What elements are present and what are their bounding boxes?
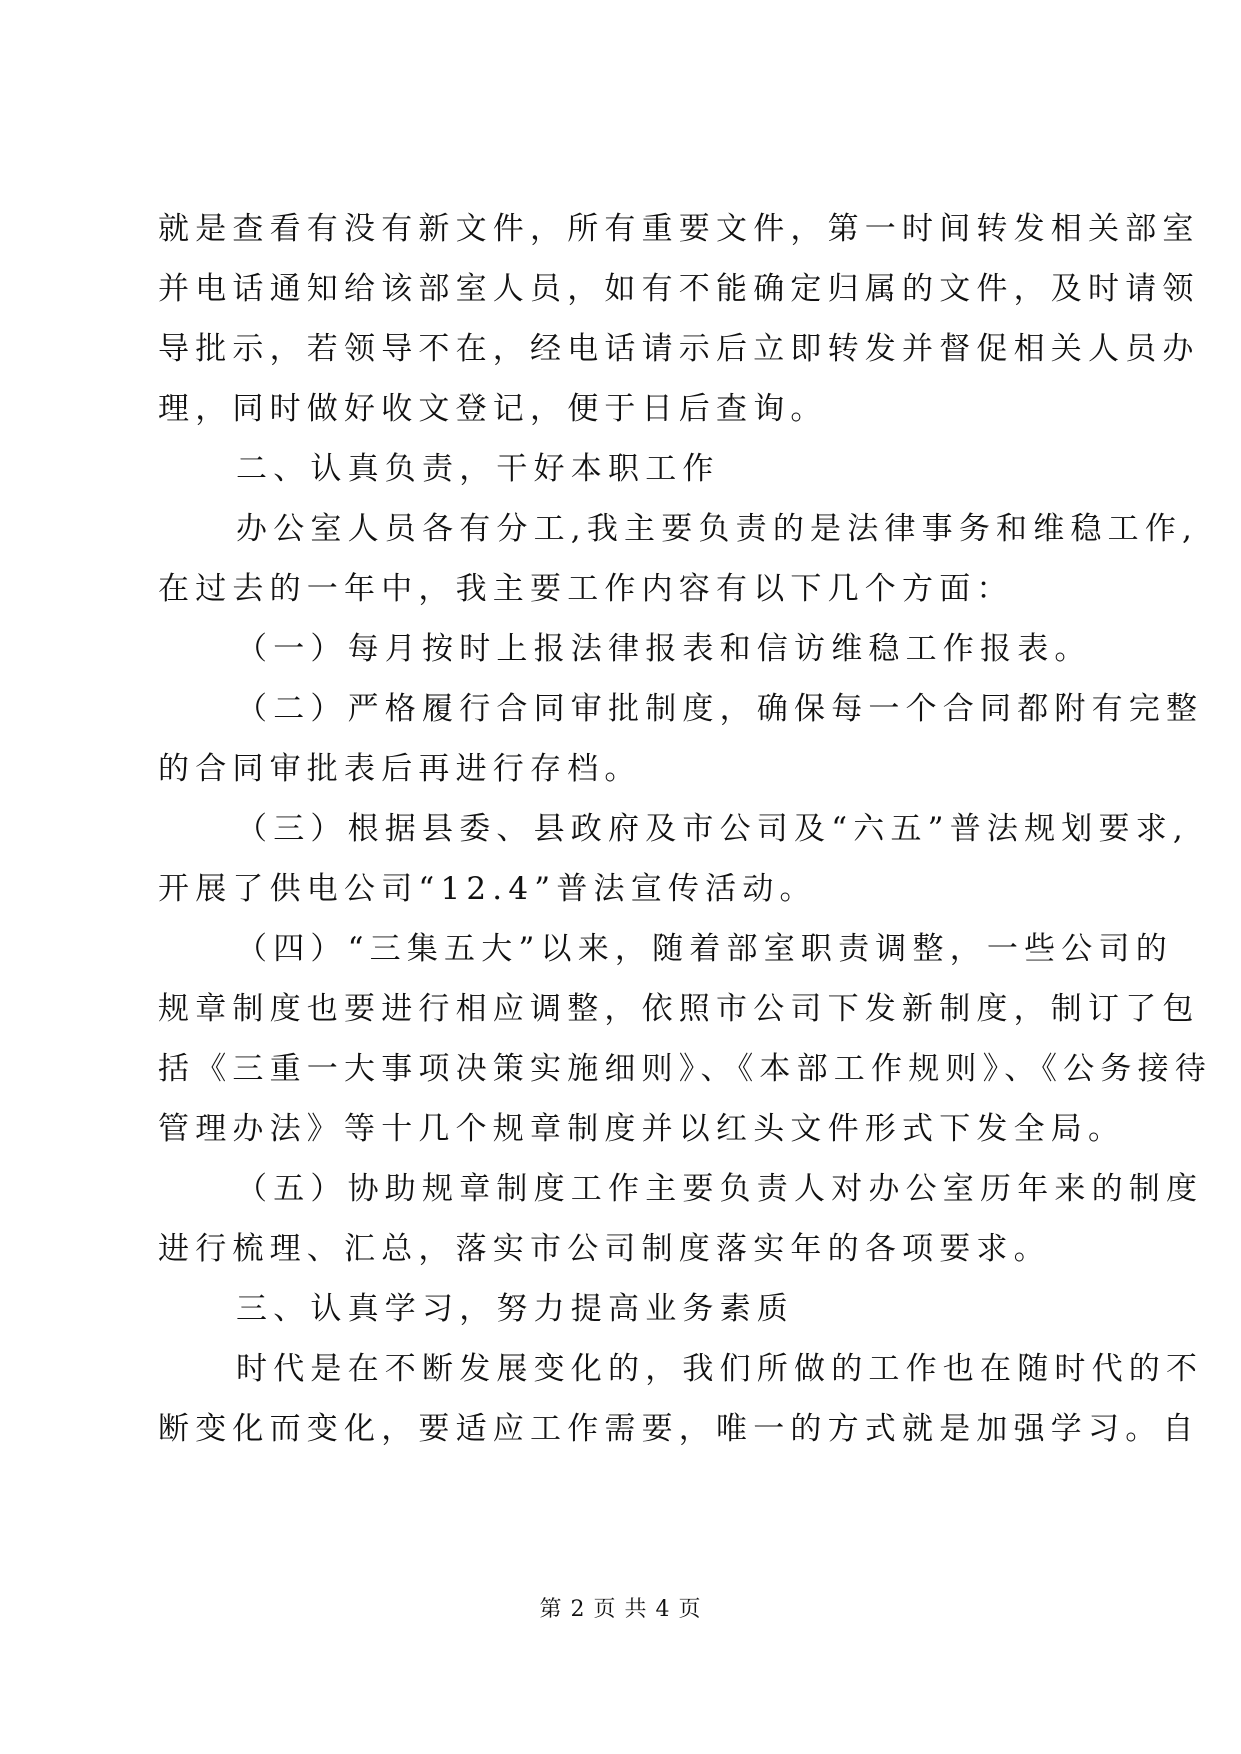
list-item-line: （四）“三集五大”以来，随着部室职责调整，一些公司的 xyxy=(236,931,1173,967)
body-text-line: 并电话通知给该部室人员，如有不能确定归属的文件，及时请领 xyxy=(158,271,1200,307)
list-item-line: （一）每月按时上报法律报表和信访维稳工作报表。 xyxy=(236,631,1092,667)
list-item-line: （三）根据县委、县政府及市公司及“六五”普法规划要求, xyxy=(236,811,1189,847)
list-item-line: （五）协助规章制度工作主要负责人对办公室历年来的制度 xyxy=(236,1171,1204,1207)
body-text-line: 在过去的一年中，我主要工作内容有以下几个方面： xyxy=(158,571,1014,607)
body-text-line: 时代是在不断发展变化的，我们所做的工作也在随时代的不 xyxy=(236,1351,1204,1387)
section-heading: 三、认真学习，努力提高业务素质 xyxy=(236,1291,794,1327)
body-text-line: 进行梳理、汇总，落实市公司制度落实年的各项要求。 xyxy=(158,1231,1051,1267)
body-text-line: 规章制度也要进行相应调整，依照市公司下发新制度，制订了包 xyxy=(158,991,1200,1027)
body-text-line: 断变化而变化，要适应工作需要，唯一的方式就是加强学习。自 xyxy=(158,1411,1200,1447)
body-text-line: 导批示，若领导不在，经电话请示后立即转发并督促相关人员办 xyxy=(158,331,1200,367)
page-number-footer: 第 2 页 共 4 页 xyxy=(539,1597,702,1622)
section-heading: 二、认真负责，干好本职工作 xyxy=(236,451,720,487)
body-text-line: 管理办法》等十几个规章制度并以红头文件形式下发全局。 xyxy=(158,1111,1126,1147)
body-text-line: 的合同审批表后再进行存档。 xyxy=(158,751,642,787)
body-text-line: 开展了供电公司“12.4”普法宣传活动。 xyxy=(158,871,817,907)
body-text-line: 就是查看有没有新文件，所有重要文件，第一时间转发相关部室 xyxy=(158,211,1200,247)
body-text-line: 括《三重一大事项决策实施细则》、《本部工作规则》、《公务接待 xyxy=(158,1051,1212,1087)
body-text-line: 办公室人员各有分工,我主要负责的是法律事务和维稳工作, xyxy=(236,511,1199,547)
list-item-line: （二）严格履行合同审批制度，确保每一个合同都附有完整 xyxy=(236,691,1204,727)
body-text-line: 理，同时做好收文登记，便于日后查询。 xyxy=(158,391,828,427)
